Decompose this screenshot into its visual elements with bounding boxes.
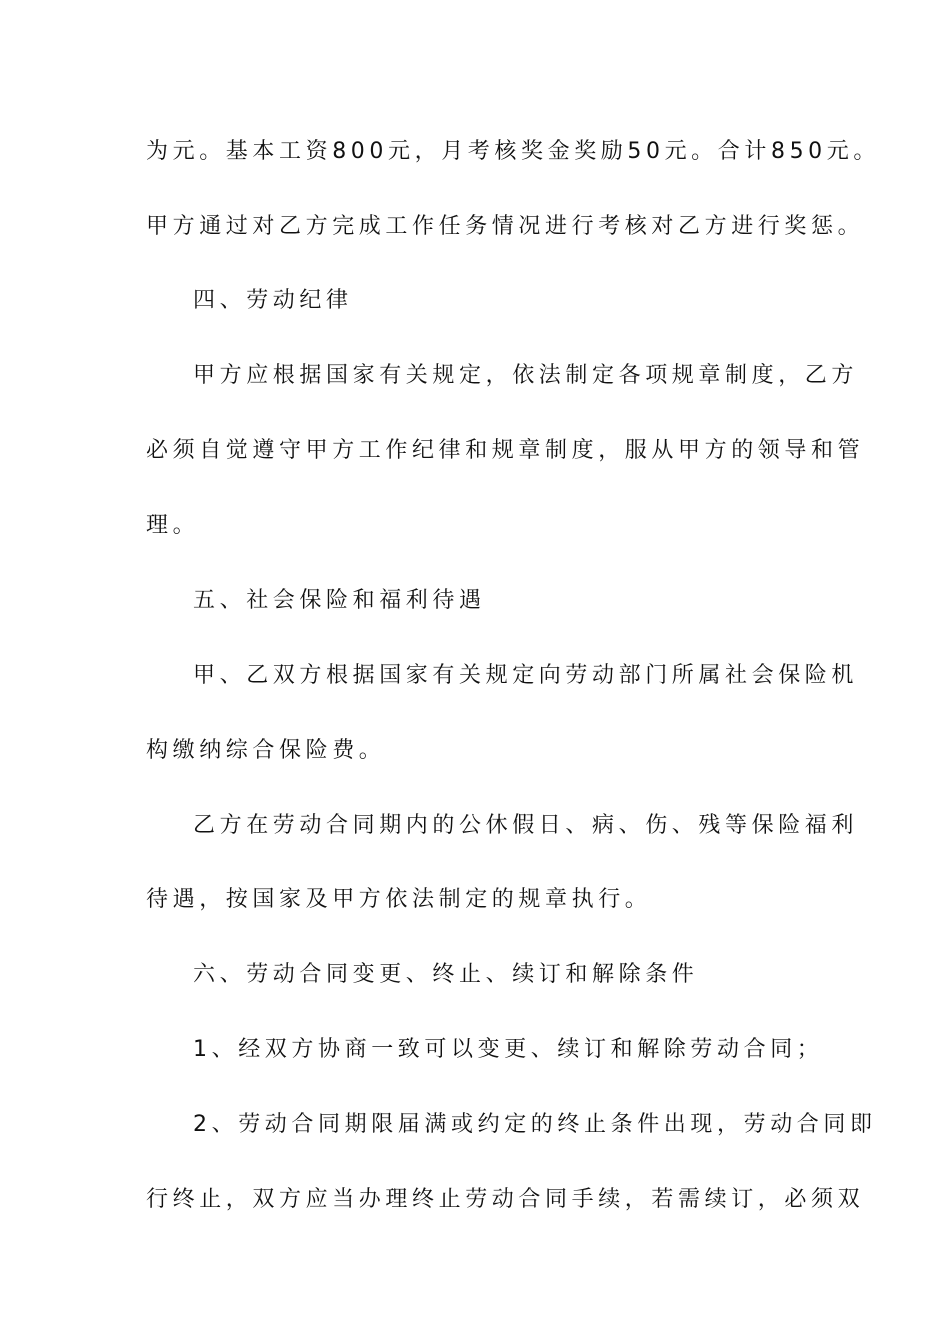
list-item: 2、劳动合同期限届满或约定的终止条件出现，劳动合同即 (193, 1112, 877, 1137)
section-heading: 六、劳动合同变更、终止、续订和解除条件 (193, 962, 699, 987)
paragraph-line: 甲、乙双方根据国家有关规定向劳动部门所属社会保险机 (193, 663, 859, 688)
paragraph-line: 乙方在劳动合同期内的公休假日、病、伤、残等保险福利 (193, 813, 859, 838)
paragraph-line: 必须自觉遵守甲方工作纪律和规章制度，服从甲方的领导和管 (146, 438, 865, 463)
paragraph-line: 构缴纳综合保险费。 (146, 738, 386, 763)
list-item: 1、经双方协商一致可以变更、续订和解除劳动合同； (193, 1037, 824, 1062)
section-heading: 五、社会保险和福利待遇 (193, 588, 486, 613)
paragraph-line: 为元。基本工资800元，月考核奖金奖励50元。合计850元。 (146, 139, 880, 164)
paragraph-line: 理。 (146, 513, 200, 538)
paragraph-line: 甲方应根据国家有关规定，依法制定各项规章制度，乙方 (193, 363, 859, 388)
paragraph-line: 待遇，按国家及甲方依法制定的规章执行。 (146, 887, 652, 912)
paragraph-line: 甲方通过对乙方完成工作任务情况进行考核对乙方进行奖惩。 (146, 214, 865, 239)
paragraph-line: 行终止，双方应当办理终止劳动合同手续，若需续订，必须双 (146, 1187, 865, 1212)
section-heading: 四、劳动纪律 (193, 288, 353, 313)
